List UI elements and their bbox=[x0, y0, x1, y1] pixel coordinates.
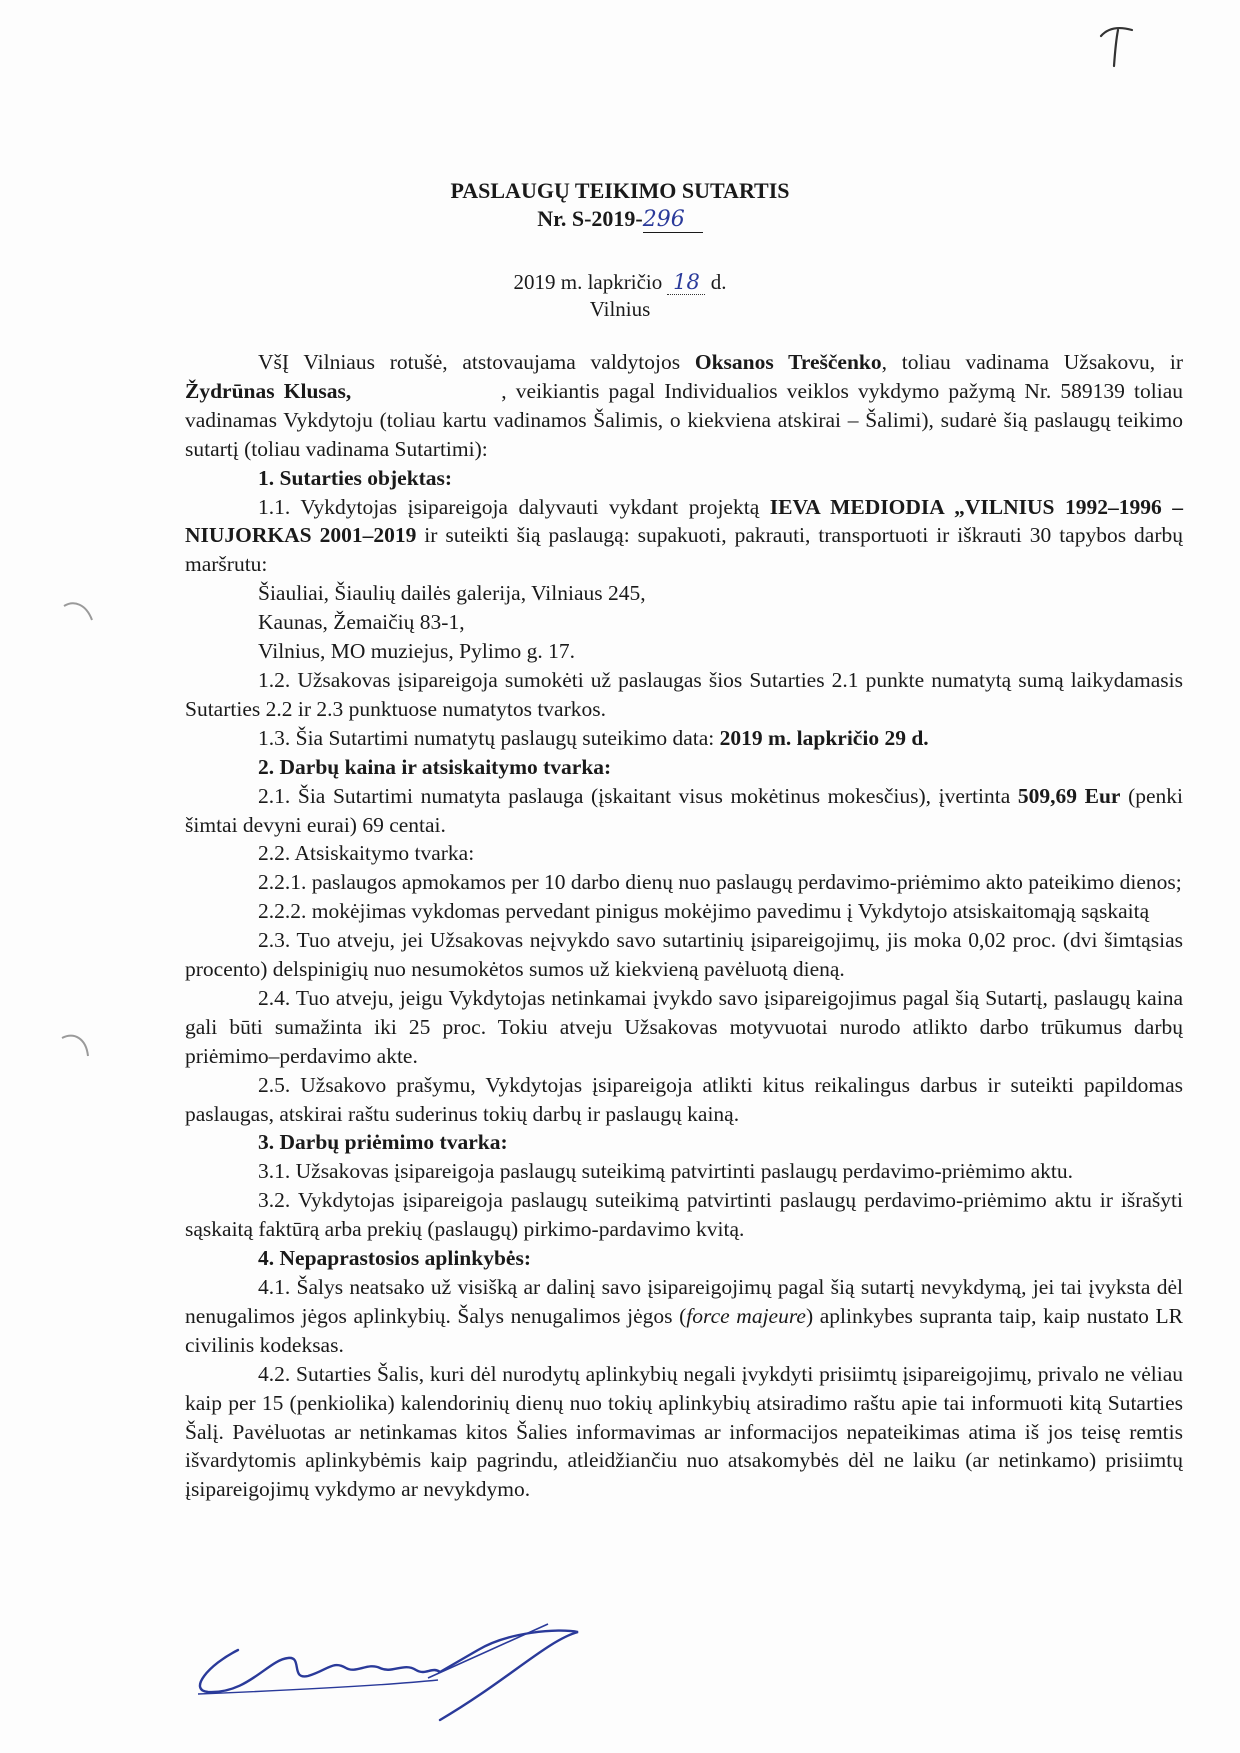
section-heading-1: 1. Sutarties objektas: bbox=[258, 465, 453, 490]
contract-city: Vilnius bbox=[589, 297, 651, 321]
handwritten-day: 18 bbox=[667, 270, 705, 295]
date-suffix: d. bbox=[710, 270, 727, 294]
route-line: Vilnius, MO muziejus, Pylimo g. 17. bbox=[258, 639, 576, 664]
clause-1-1-text-a: 1.1. Vykdytojas įsipareigoja dalyvauti vykdant projektą bbox=[258, 494, 770, 519]
contract-number bbox=[0, 206, 1240, 233]
handwritten-initial-mark bbox=[1098, 22, 1138, 70]
clause-3-2: 3.2. Vykdytojas įsipareigoja paslaugų suteikimą patvirtinti paslaugų perdavimo-priėmimo aktu ir išrašyti sąskaitą faktūrą arba prekių (paslaugų) pirkimo-pardavimo kvitą. bbox=[185, 1188, 1183, 1242]
clause-2-1-text-c: (penki šimtai devyni eurai) 69 centai. bbox=[185, 783, 1183, 837]
punch-hole-mark bbox=[60, 598, 100, 628]
project-name: IEVA MEDIODIA „VILNIUS 1992–1996 – NIUJORKAS 2001–2019 bbox=[185, 494, 1184, 548]
clause-1-1 bbox=[185, 493, 1183, 580]
intro-text-3: , veikiantis pagal Individualios veiklos vykdymo pažymą Nr. 589139 toliau vadinamas Vykdytoju (toliau kartu vadinamos Šalimis, o kiekviena atskirai – Šalimi), sudarė šią paslaugų teikimo sutartį (toliau vadinama Sutartimi): bbox=[185, 378, 1184, 461]
clause-1-3-text: 1.3. Šia Sutartimi numatytų paslaugų suteikimo data: bbox=[258, 725, 720, 750]
route-line: Šiauliai, Šiaulių dailės galerija, Vilniaus 245, bbox=[258, 581, 646, 606]
punch-hole-mark bbox=[58, 1030, 98, 1064]
clause-4-1-text-a: 4.1. Šalys neatsako už visišką ar dalinį savo įsipareigojimų pagal šią sutartį nevykdymą, jei tai įvyksta dėl nenugalimos jėgos aplinkybių. Šalys nenugalimos jėgos ( bbox=[185, 1275, 1183, 1328]
clause-2-4: 2.4. Tuo atveju, jeigu Vykdytojas netinkamai įvykdo savo įsipareigojimus pagal šią Sutartį, paslaugų kaina gali būti sumažinta iki 25 proc. Tokiu atveju Užsakovas motyvuotai nurodo atlikto darbo trūkumus darbų priėmimo–perdavimo akte. bbox=[185, 985, 1183, 1068]
clause-1-3 bbox=[185, 724, 1183, 753]
contractor-name: Žydrūnas Klusas, bbox=[185, 378, 352, 403]
clause-1-1-text-c: ir suteikti šią paslaugą: supakuoti, pakrauti, transportuoti ir iškrauti 30 tapybos darbų maršrutu: bbox=[185, 523, 1183, 577]
force-majeure-term: force majeure bbox=[686, 1303, 806, 1328]
contract-date bbox=[0, 270, 1240, 295]
price-amount: 509,69 Eur bbox=[1017, 783, 1121, 808]
service-date: 2019 m. lapkričio 29 d. bbox=[719, 725, 929, 750]
clause-4-1 bbox=[185, 1273, 1183, 1360]
clause-2-1-text-a: 2.1. Šia Sutartimi numatyta paslauga (įskaitant visus mokėtinus mokesčius), įvertinta bbox=[258, 783, 1018, 808]
clause-2-2: 2.2. Atsiskaitymo tvarka: bbox=[258, 841, 475, 866]
section-heading-4: 4. Nepaprastosios aplinkybės: bbox=[258, 1246, 531, 1271]
section-heading-3: 3. Darbų priėmimo tvarka: bbox=[258, 1130, 508, 1155]
clause-2-3: 2.3. Tuo atveju, jei Užsakovas neįvykdo savo sutartinių įsipareigojimų, jis moka 0,02 proc. (dvi šimtąsias procento) delspinigių nuo nesumokėtos sumos už kiekvieną pavėluotą dieną. bbox=[185, 928, 1183, 982]
intro-text-2: , toliau vadinama Užsakovu, ir bbox=[881, 350, 1183, 374]
clause-3-1: 3.1. Užsakovas įsipareigoja paslaugų suteikimą patvirtinti paslaugų perdavimo-priėmimo aktu. bbox=[258, 1159, 1074, 1184]
handwritten-contract-number: 296 bbox=[643, 207, 703, 233]
clause-4-2: 4.2. Sutarties Šalis, kuri dėl nurodytų aplinkybių negali įvykdyti prisiimtų įsipareigojimų, privalo ne vėliau kaip per 15 (penkiolika) kalendorinių dienų nuo tokių aplinkybių atsiradimo raštu apie tai informuoti kitą Sutarties Šalį. Pavėluotas ar netinkamas kitos Šalies informavimas ar informacijos nepateikimas atima iš jos teisę remtis išvardytomis aplinkybėmis kaip pagrindu, atleidžiančiu nuo atsakomybės dėl ne laiku (ar netinkamo) prisiimtų įsipareigojimų vykdymo ar nevykdymo. bbox=[185, 1361, 1183, 1502]
date-prefix: 2019 m. lapkričio bbox=[513, 270, 663, 294]
contract-title: PASLAUGŲ TEIKIMO SUTARTIS bbox=[450, 178, 790, 203]
contract-number-prefix: Nr. S-2019- bbox=[537, 206, 643, 231]
signature-icon bbox=[178, 1620, 598, 1730]
client-representative: Oksanos Treščenko bbox=[694, 350, 882, 374]
clause-2-2-2 bbox=[185, 897, 1183, 926]
intro-paragraph bbox=[185, 348, 1183, 464]
clause-1-2: 1.2. Užsakovas įsipareigoja sumokėti už paslaugas šios Sutarties 2.1 punkte numatytą sumą laikydamasis Sutarties 2.2 ir 2.3 punktuose numatytos tvarkos. bbox=[185, 667, 1183, 721]
intro-text-1: VšĮ Vilniaus rotušė, atstovaujama valdytojos bbox=[258, 350, 695, 374]
clause-2-2-1: 2.2.1. paslaugos apmokamos per 10 darbo dienų nuo paslaugų perdavimo-priėmimo akto pateikimo dienos; bbox=[258, 870, 1182, 895]
clause-2-5: 2.5. Užsakovo prašymu, Vykdytojas įsipareigoja atlikti kitus reikalingus darbus ir suteikti papildomas paslaugas, atskirai raštu suderinus tokių darbų ir paslaugų kainą. bbox=[185, 1072, 1183, 1126]
clause-2-2-2-text: 2.2.2. mokėjimas vykdomas pervedant pinigus mokėjimo pavedimu į Vykdytojo atsiskaitomąją sąskaitą bbox=[258, 899, 1150, 924]
clause-4-1-text-c: ) aplinkybes supranta taip, kaip nustato LR civilinis kodeksas. bbox=[185, 1303, 1183, 1357]
section-heading-2: 2. Darbų kaina ir atsiskaitymo tvarka: bbox=[258, 754, 612, 779]
clause-2-1 bbox=[185, 782, 1183, 840]
route-line: Kaunas, Žemaičių 83-1, bbox=[258, 610, 465, 635]
contract-body bbox=[185, 348, 1183, 1504]
